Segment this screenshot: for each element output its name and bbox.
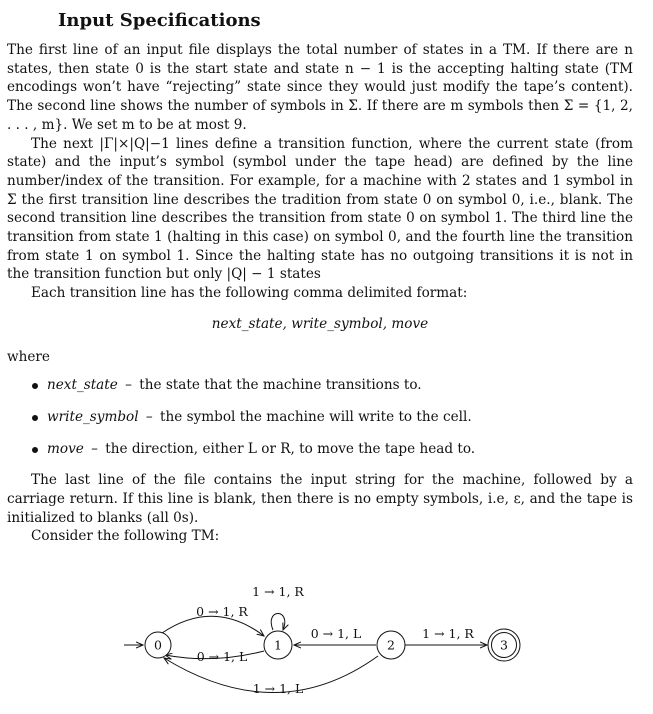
section-heading: Input Specifications [58,10,261,31]
paragraph-input-line: The last line of the file contains the input string for the machine, followed by a carriage return. If this line is blank, then there is no empty symbols, i.e, ε, and the tape is initialized to blanks (all 0s). [7,472,633,526]
edge-label: 0 → 1, L [196,649,248,664]
field-desc: the state that the machine transitions to. [139,377,422,394]
paper-page [7,8,633,546]
field-desc: the symbol the machine will write to the cell. [160,408,472,425]
tm-state-diagram [0,576,653,714]
list-item [47,408,633,427]
edge-label: 1 → 1, L [252,681,304,696]
paragraph-consider: Consider the following TM: [31,528,220,545]
state-label: 2 [387,637,395,653]
accepting-state-node [488,629,520,661]
field-dash: – [145,408,153,425]
state-node [264,631,292,659]
state-label: 0 [154,637,162,653]
edge-0-1 [162,616,264,636]
edge-label: 0 → 1, R [196,604,248,619]
paragraph-format-intro: Each transition line has the following comma delimited format: [31,285,468,302]
edge-label: 0 → 1, L [310,626,362,641]
field-dash: – [125,377,132,394]
list-item [47,376,633,395]
state-label: 3 [500,637,508,653]
field-dash: – [91,440,98,457]
list-item [47,440,633,459]
where-label: where [7,348,50,365]
field-term: move [47,440,84,457]
format-formula: next_state, write_symbol, move [211,315,429,332]
paragraph-transitions: The next |Γ|×|Q|−1 lines define a transition function, where the current state (from state) and the input’s symbol (symbol under the tape head) are defined by the line number/index of the transition. For example, for a machine with 2 states and 1 symbol in Σ the first transition line describes the tradition from state 0 on symbol 0, i.e., blank. The second transition line describes the transition from state 0 on symbol 1. The third line the transition from state 1 (halting in this case) on symbol 0, and the fourth line the transition from state 1 on symbol 1. Since the halting state has no outgoing transitions it is not in the transition function but only |Q| − 1 states [7,135,633,283]
edge-1-1 [271,614,285,631]
field-list [7,376,633,458]
field-term: write_symbol [47,408,139,425]
state-node [377,631,405,659]
state-node [145,632,171,658]
edge-label: 1 → 1, R [422,626,474,641]
field-desc: the direction, either L or R, to move the tape head to. [105,440,476,457]
paragraph-states: The first line of an input file displays the total number of states in a TM. If there are n states, then state 0 is the start state and state n − 1 is the accepting halting state (TM encodings won’t have “rejecting” state since they would just modify the tape’s content). The second line shows the number of symbols in Σ. If there are m symbols then Σ = {1, 2, . . . , m}. We set m to be at most 9. [7,42,633,133]
field-term: next_state [47,377,118,394]
edge-label: 1 → 1, R [252,584,304,599]
tm-diagram-svg [0,576,653,714]
state-label: 1 [274,637,282,653]
